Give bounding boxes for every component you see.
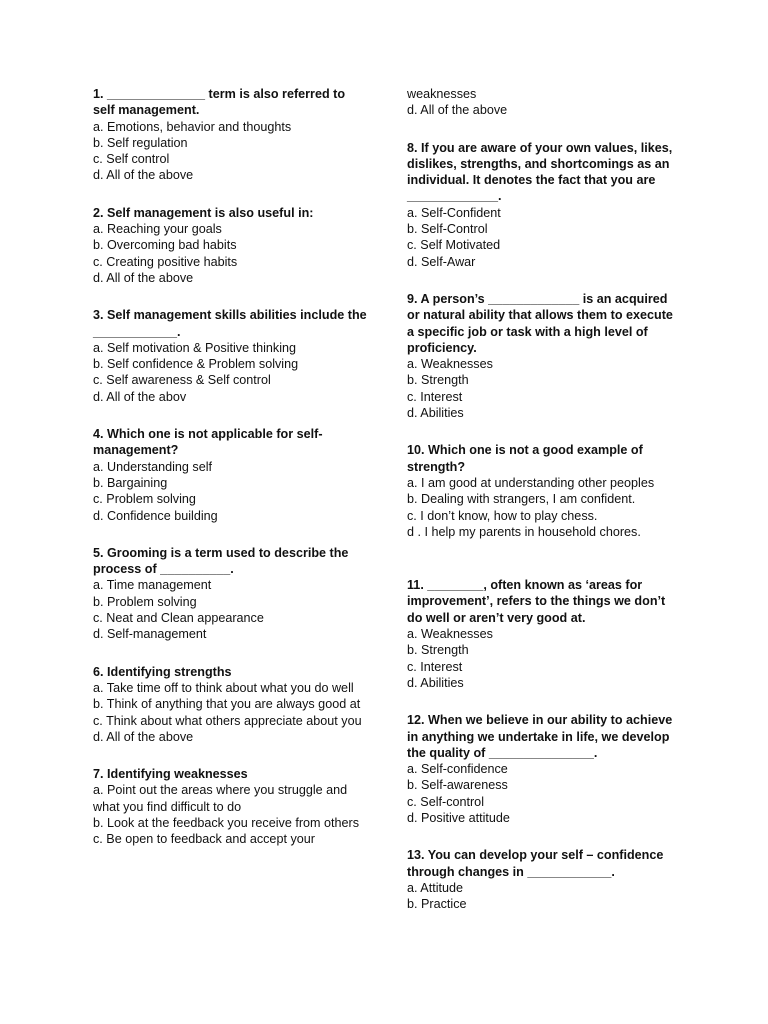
- question-7: [93, 766, 368, 847]
- question-text: 12. When we believe in our ability to achieve in anything we undertake in life, we develop the quality of _______________.: [407, 713, 673, 760]
- question-2: [93, 205, 368, 286]
- option-c: c. Self Motivated: [407, 238, 501, 253]
- option-d: d. All of the above: [93, 270, 194, 285]
- option-b: b. Strength: [407, 373, 469, 388]
- option-a: a. Point out the areas where you struggle and what you find difficult to do: [93, 783, 348, 814]
- right-column: [407, 86, 679, 912]
- option-b: b. Self confidence & Problem solving: [93, 357, 299, 372]
- question-9: [407, 291, 679, 421]
- option-a: a. Time management: [93, 578, 212, 593]
- option-d: d. Self-Awar: [407, 254, 476, 269]
- option-b: b. Self-awareness: [407, 778, 508, 793]
- option-a: a. I am good at understanding other peoples: [407, 475, 655, 490]
- question-7-continuation: [407, 86, 679, 119]
- option-a: a. Attitude: [407, 880, 464, 895]
- option-a: a. Reaching your goals: [93, 222, 222, 237]
- question-10: [407, 442, 679, 540]
- question-text: 4. Which one is not applicable for self-management?: [93, 427, 323, 458]
- option-c: c. Interest: [407, 389, 463, 404]
- question-4: [93, 426, 368, 524]
- question-12: [407, 712, 679, 826]
- option-d: d. Abilities: [407, 675, 464, 690]
- option-a: a. Weaknesses: [407, 627, 493, 642]
- option-a: a. Self motivation & Positive thinking: [93, 340, 297, 355]
- option-b: b. Look at the feedback you receive from others: [93, 815, 360, 830]
- question-text: 1. ______________ term is also referred to self management.: [93, 87, 346, 118]
- question-6: [93, 664, 368, 745]
- question-text: 8. If you are aware of your own values, likes, dislikes, strengths, and shortcomings as an individual. It denotes the fact that you are _____________.: [407, 140, 673, 204]
- option-d: d . I help my parents in household chores.: [407, 524, 641, 539]
- question-3: [93, 307, 368, 405]
- option-continuation: weaknesses: [407, 87, 477, 101]
- option-c: c. Self awareness & Self control: [93, 373, 271, 388]
- option-c: c. Interest: [407, 659, 463, 674]
- question-text: 5. Grooming is a term used to describe the process of __________.: [93, 545, 349, 577]
- option-c: c. I don’t know, how to play chess.: [407, 508, 598, 523]
- option-d: d. Positive attitude: [407, 810, 510, 825]
- option-c: c. Think about what others appreciate about you: [93, 713, 362, 728]
- question-11: [407, 577, 679, 691]
- question-text: 13. You can develop your self – confidence through changes in ____________.: [407, 848, 664, 879]
- option-b: b. Overcoming bad habits: [93, 238, 237, 253]
- left-column: [93, 86, 368, 848]
- option-a: a. Self-confidence: [407, 762, 508, 777]
- option-d: d. All of the above: [407, 103, 508, 118]
- option-c: c. Be open to feedback and accept your: [93, 832, 315, 847]
- option-d: d. Self-management: [93, 627, 207, 642]
- option-c: c. Creating positive habits: [93, 254, 238, 269]
- option-b: b. Self regulation: [93, 135, 188, 150]
- option-d: d. All of the above: [93, 168, 194, 183]
- option-a: a. Weaknesses: [407, 357, 493, 372]
- option-d: d. All of the above: [93, 729, 194, 744]
- option-b: b. Think of anything that you are always good at: [93, 697, 361, 712]
- question-text: 3. Self management skills abilities include the ____________.: [93, 308, 367, 339]
- option-b: b. Strength: [407, 643, 469, 658]
- question-text: 6. Identifying strengths: [93, 664, 232, 679]
- option-a: a. Understanding self: [93, 459, 213, 474]
- question-text: 10. Which one is not a good example of strength?: [407, 443, 643, 474]
- option-c: c. Self control: [93, 152, 170, 167]
- question-text: 11. ________, often known as ‘areas for improvement’, refers to the things we don’t do well or aren’t very good at.: [407, 578, 666, 625]
- question-5: [93, 545, 368, 643]
- question-text: 9. A person’s _____________ is an acquired or natural ability that allows them to execute a specific job or task with a high level of proficiency.: [407, 291, 673, 355]
- option-d: d. All of the abov: [93, 389, 187, 404]
- question-text: 2. Self management is also useful in:: [93, 205, 314, 220]
- option-c: c. Self-control: [407, 794, 484, 809]
- option-b: b. Problem solving: [93, 594, 197, 609]
- option-d: d. Abilities: [407, 406, 464, 421]
- option-b: b. Self-Control: [407, 222, 488, 237]
- option-b: b. Dealing with strangers, I am confident.: [407, 492, 636, 507]
- option-b: b. Bargaining: [93, 475, 168, 490]
- question-13: [407, 847, 679, 912]
- option-a: a. Self-Confident: [407, 205, 501, 220]
- option-a: a. Take time off to think about what you do well: [93, 680, 354, 695]
- option-a: a. Emotions, behavior and thoughts: [93, 119, 292, 134]
- question-1: [93, 86, 368, 184]
- option-d: d. Confidence building: [93, 508, 218, 523]
- option-c: c. Neat and Clean appearance: [93, 611, 264, 626]
- option-b: b. Practice: [407, 897, 467, 912]
- question-text: 7. Identifying weaknesses: [93, 767, 248, 782]
- question-8: [407, 140, 679, 270]
- option-c: c. Problem solving: [93, 492, 196, 507]
